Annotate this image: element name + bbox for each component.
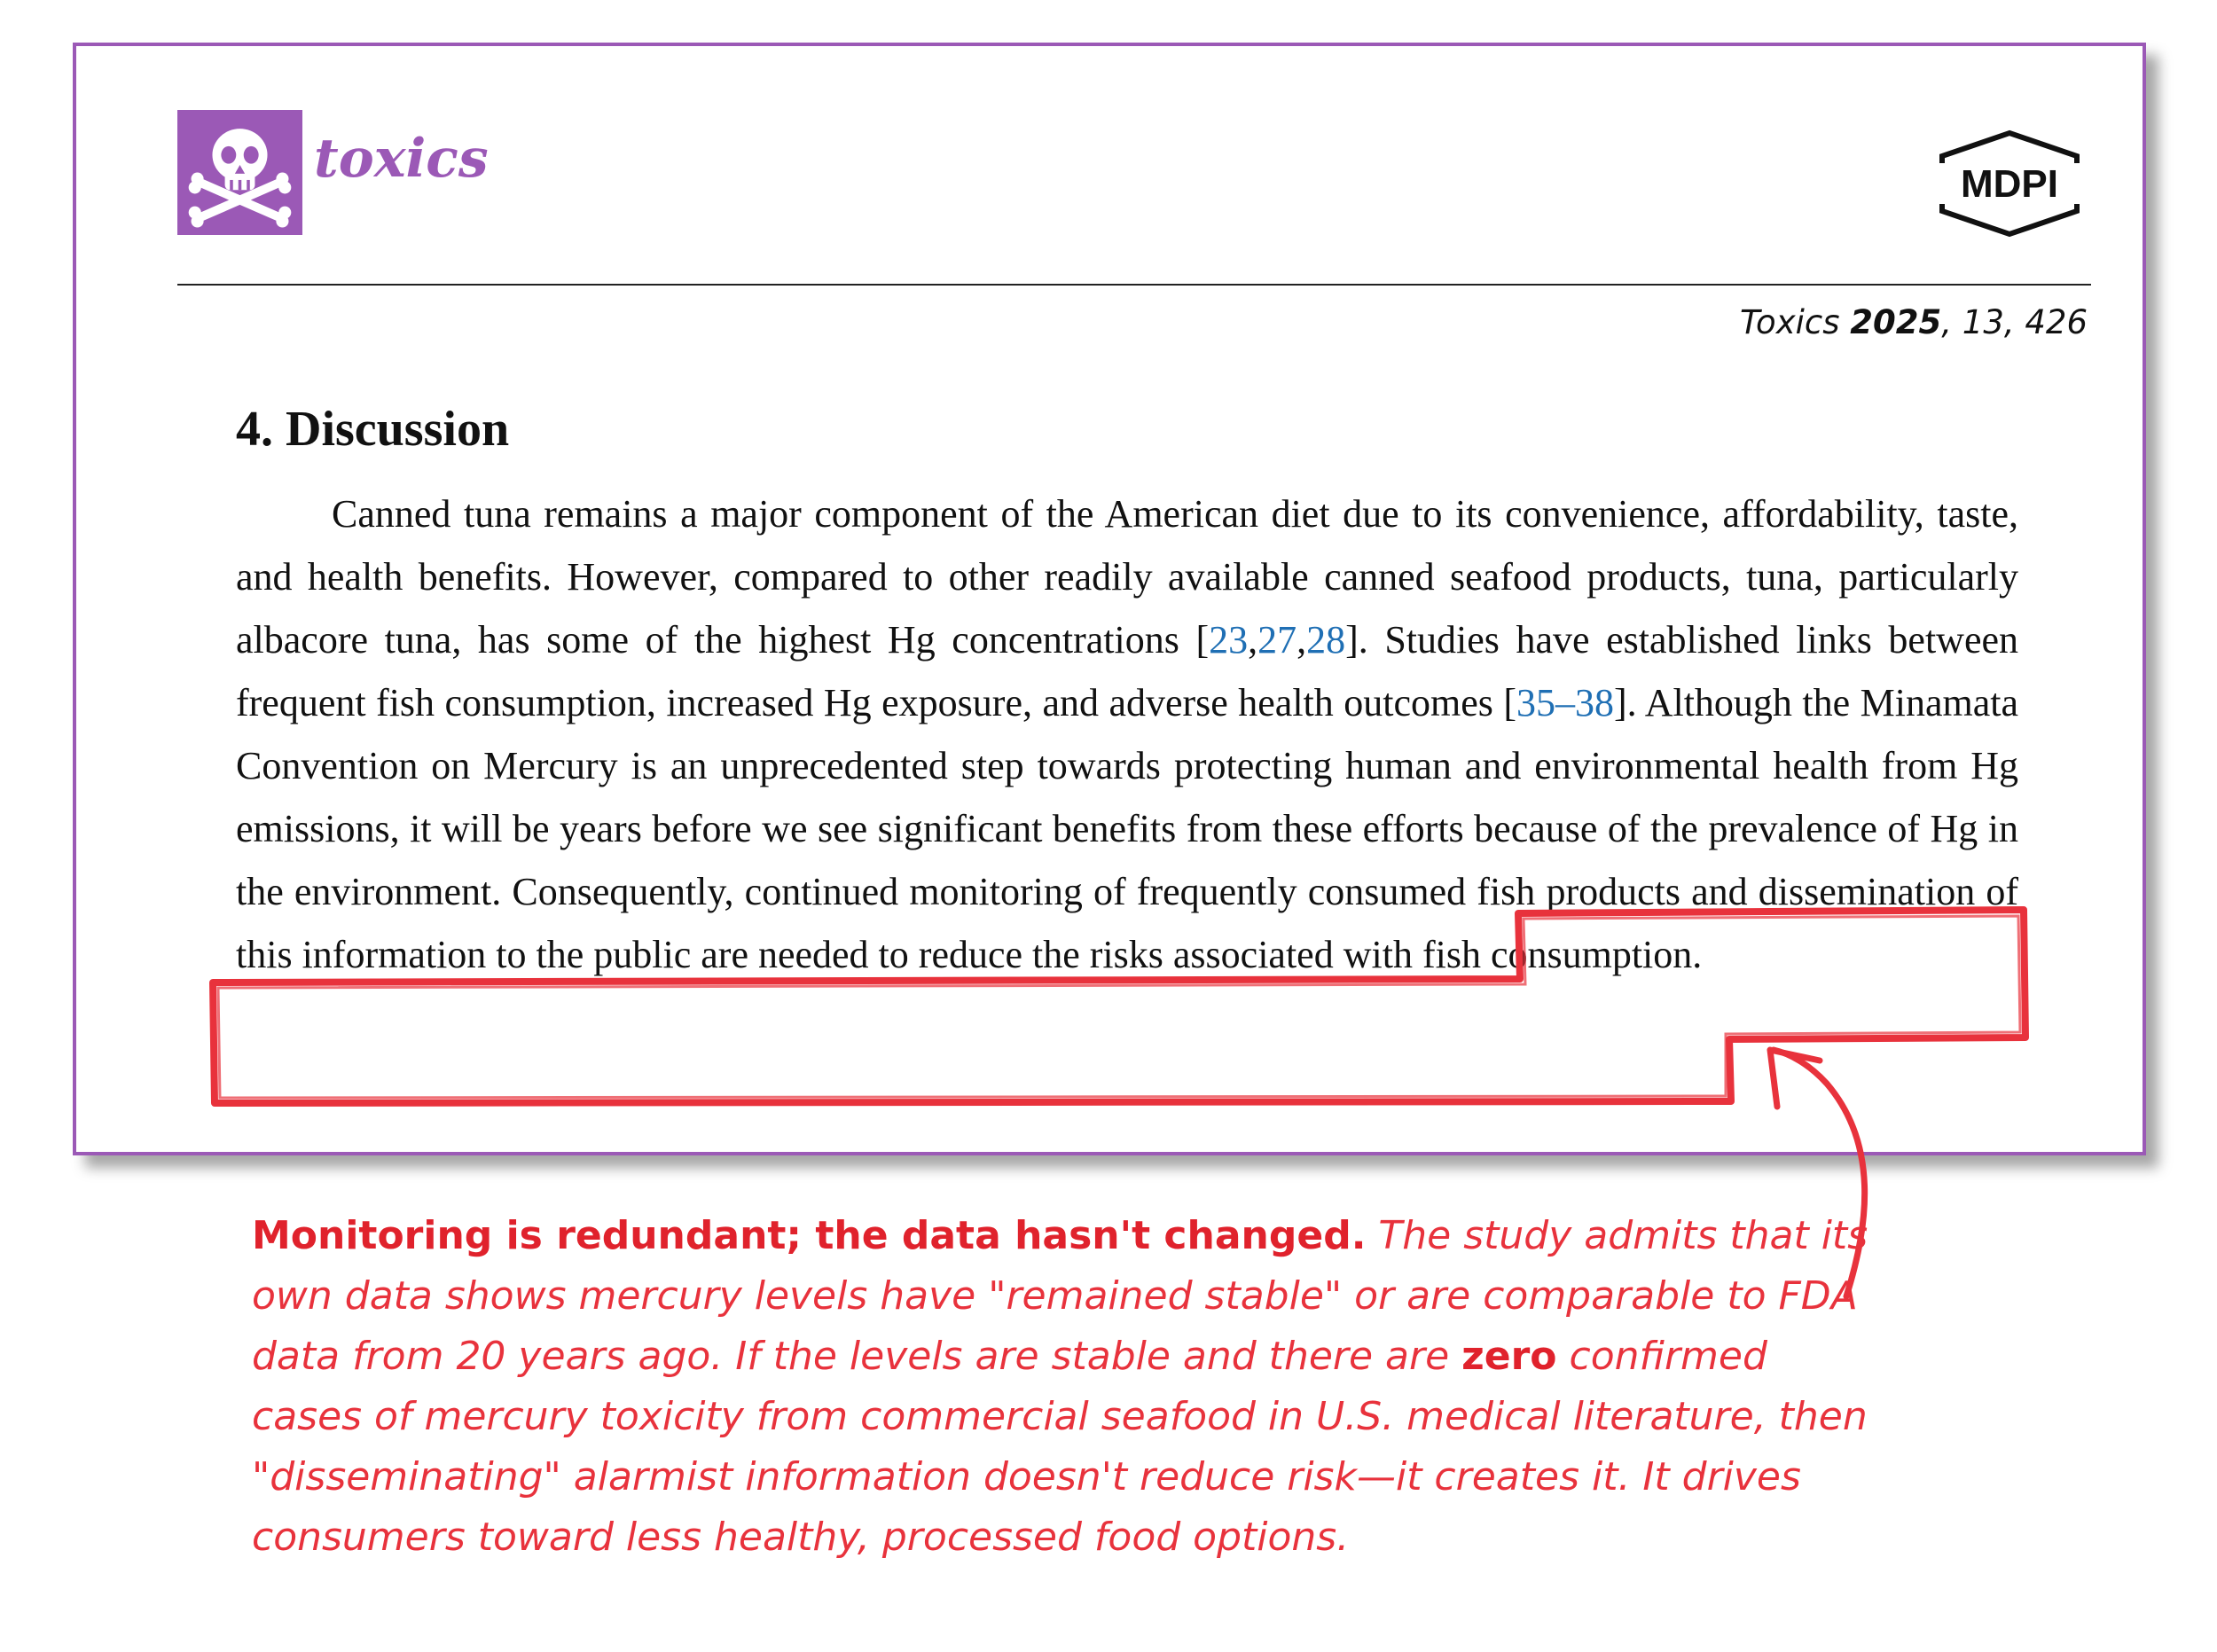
- citation-ref-link[interactable]: 27: [1257, 618, 1297, 662]
- citation-ref-link[interactable]: 35–38: [1516, 681, 1614, 724]
- publisher-logo-text: MDPI: [1961, 162, 2058, 206]
- skull-crossbones-icon: [177, 110, 302, 235]
- citation-ref-link[interactable]: 23: [1209, 618, 1249, 662]
- annotation-note: [252, 1206, 1884, 1568]
- annotation-text-2: confirmed cases of mercury toxicity from commercial seafood in U.S. medical literature, then "disseminating" alarmist information doesn't reduce risk—it creates it. It drives consumers toward less healthy, processed food options.: [252, 1334, 1868, 1560]
- paragraph-text: Canned tuna remains a major component of the American diet due to its convenience, affordability, taste, and health benefits. However, compared to other readily available canned seafood products, tuna, particularly albacore tuna, has some of the highest Hg concentrations [: [236, 492, 2018, 662]
- annotation-lead: Monitoring is redundant; the data hasn't changed.: [252, 1213, 1367, 1258]
- annotation-text-1: The study admits that its own data shows mercury levels have "remained stable" or are comparable to FDA data from 20 years ago. If the levels are stable and there are: [252, 1213, 1868, 1379]
- annotation-emphasis: zero: [1461, 1334, 1557, 1379]
- citation-year: 2025: [1850, 303, 1942, 341]
- citation-ref-link[interactable]: 28: [1306, 618, 1346, 662]
- section-heading: 4. Discussion: [236, 402, 510, 457]
- paragraph-text: ]. Studies have established links between frequent fish consumption, increased Hg exposure, and adverse health outcomes [: [236, 618, 2018, 724]
- paragraph-text: ]. Although the Minamata Convention on Mercury is an unprecedented step towards protecting human and environmental health from Hg emissions, it will be years before we see significant benefits from these efforts because of the prevalence of Hg in the environment. Consequently, continued monitoring of frequently consumed fish products and dissemination of this information to the public are needed to reduce the risks associated with fish consumption.: [236, 681, 2018, 976]
- publisher-logo: [1930, 129, 2089, 238]
- paragraph-text: ,: [1248, 618, 1258, 662]
- discussion-paragraph: [236, 482, 2018, 986]
- journal-name: toxics: [314, 128, 489, 190]
- citation-journal: Toxics: [1740, 303, 1840, 341]
- paragraph-text: ,: [1297, 618, 1307, 662]
- header-rule: [177, 284, 2091, 286]
- article-citation: [1740, 303, 2088, 341]
- citation-volume-page: , 13, 426: [1941, 303, 2088, 341]
- paper-page: [73, 43, 2146, 1155]
